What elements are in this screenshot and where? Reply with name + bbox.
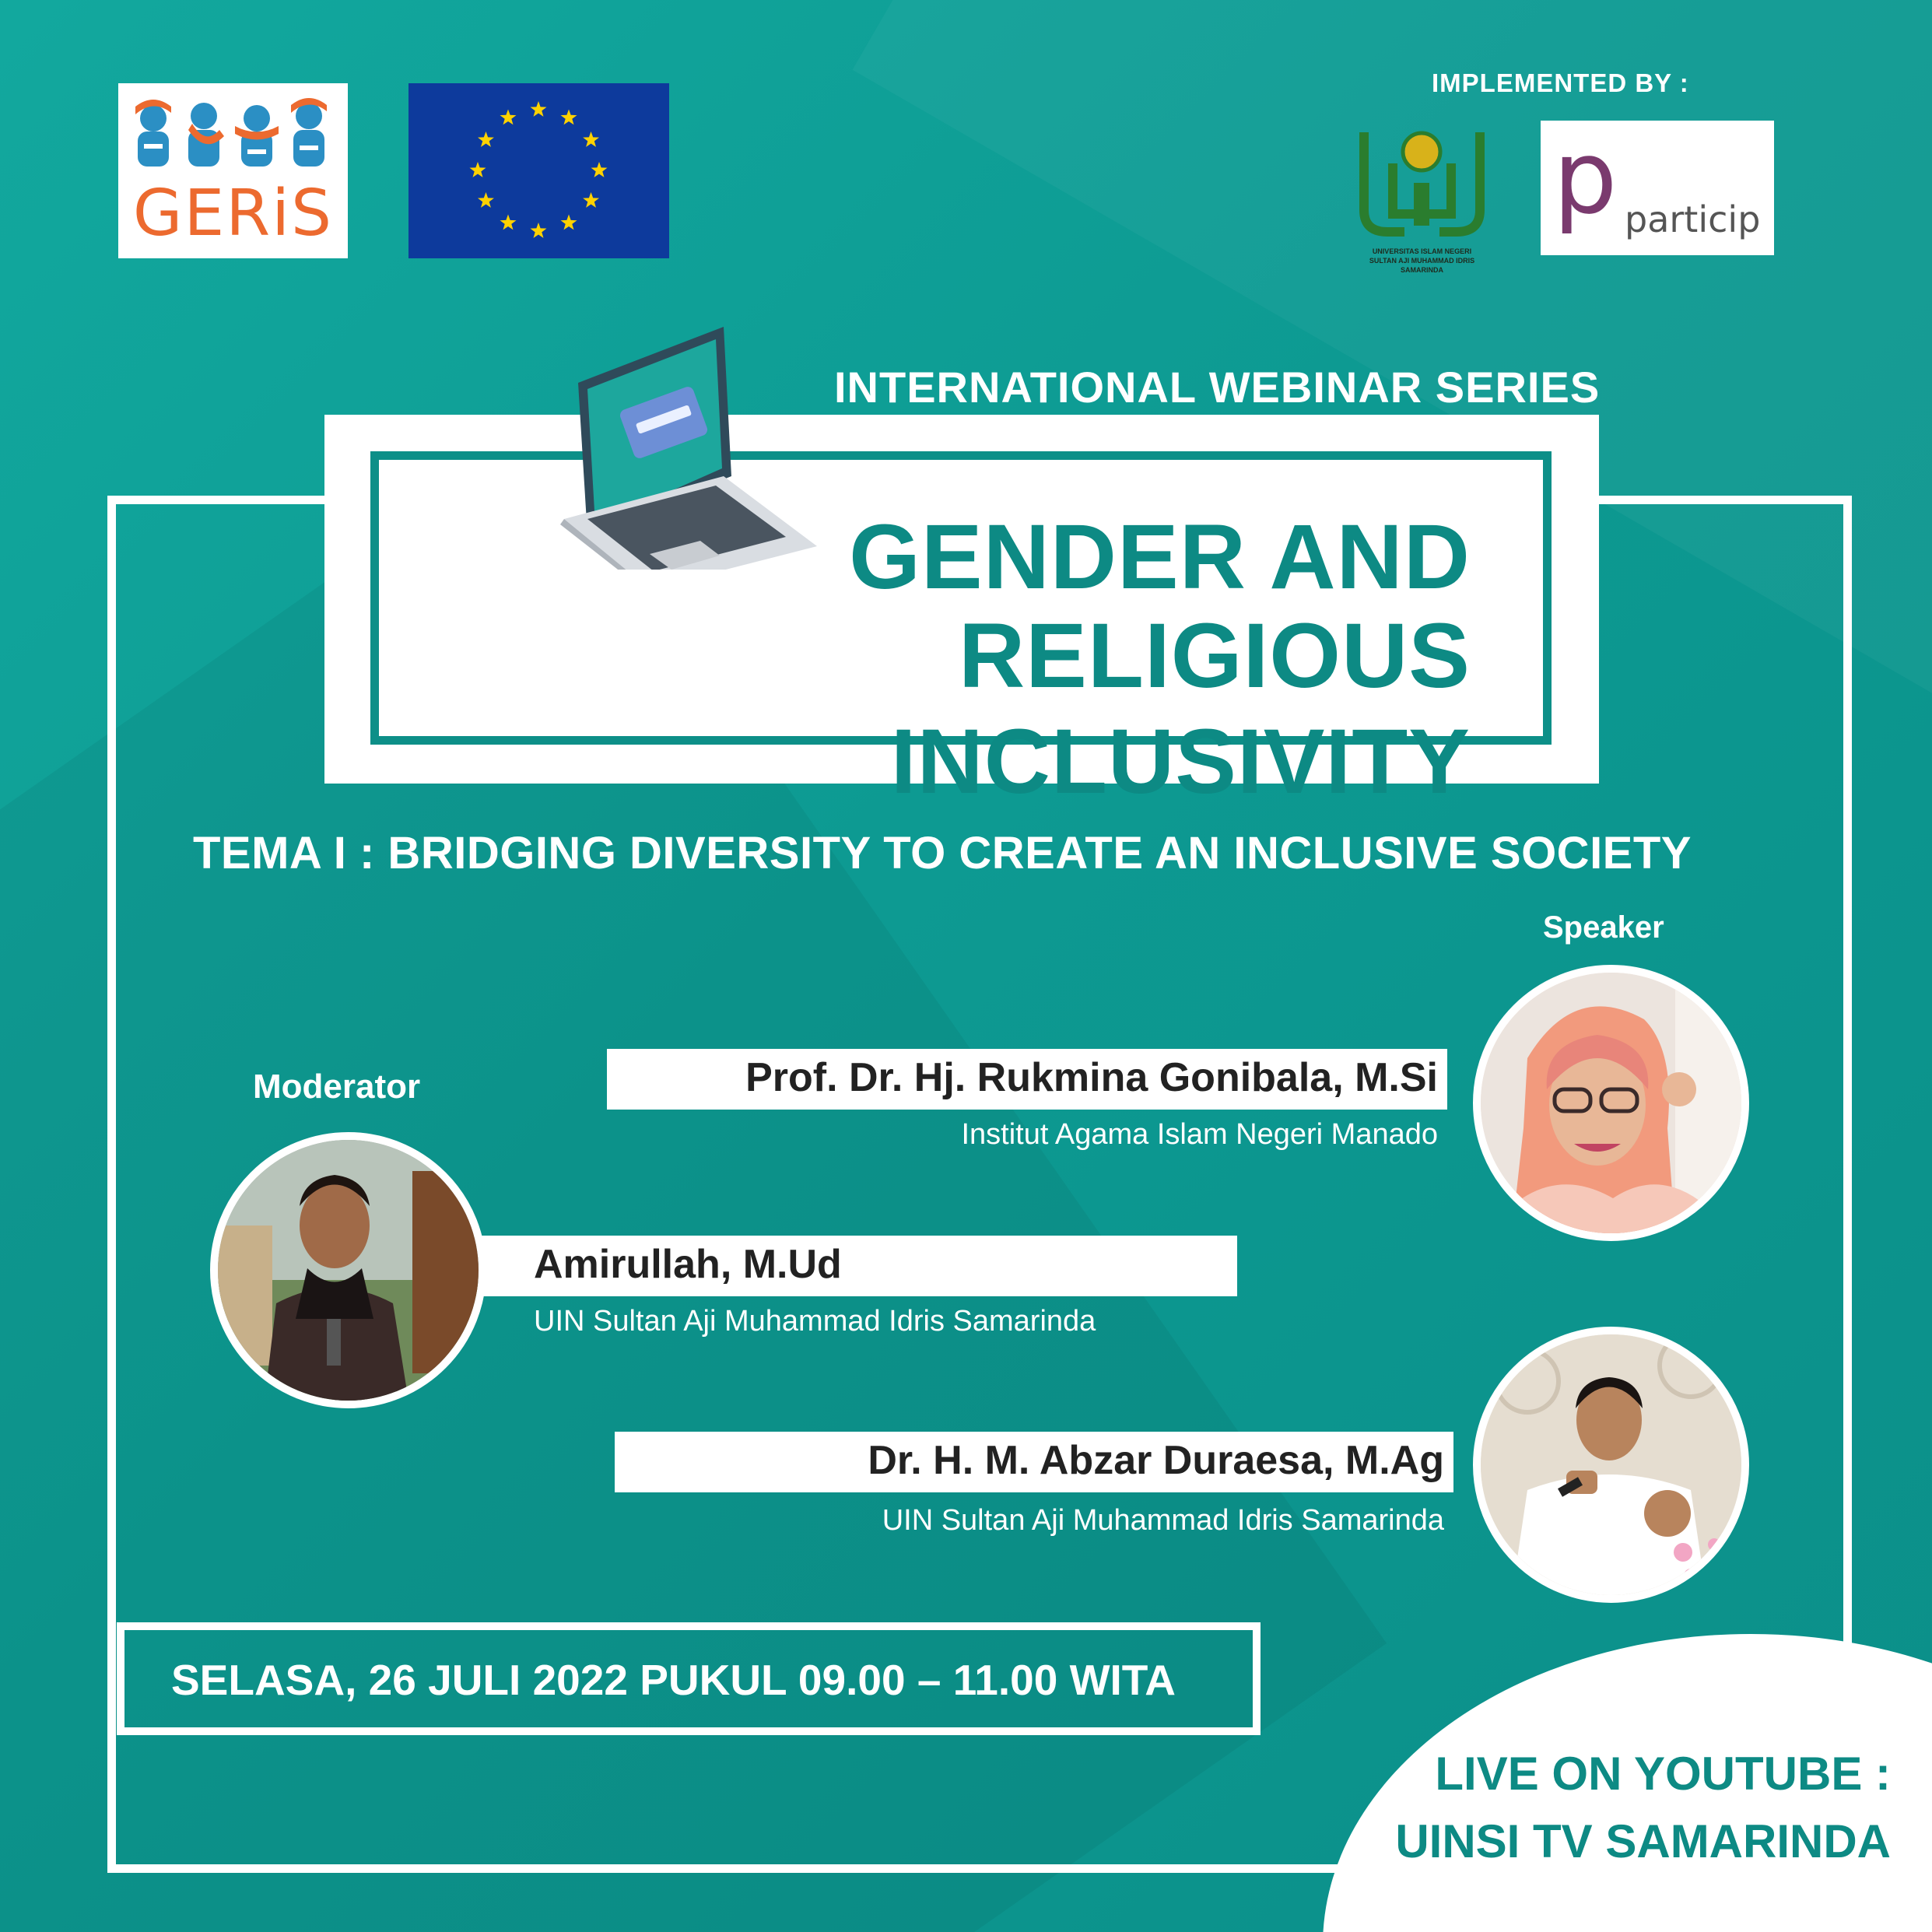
- eu-star-icon: [531, 223, 547, 238]
- speaker-label: Speaker: [1543, 910, 1664, 945]
- moderator-affiliation: UIN Sultan Aji Muhammad Idris Samarinda: [534, 1305, 1096, 1338]
- eu-stars-icon: [408, 83, 669, 258]
- speaker-1-affiliation: Institut Agama Islam Negeri Manado: [961, 1118, 1438, 1151]
- eu-star-icon: [561, 110, 577, 125]
- geris-logo: [118, 83, 348, 258]
- speaker-1-photo: [1473, 965, 1749, 1241]
- uinsi-logo: [1342, 117, 1502, 284]
- speaker-2-photo: [1473, 1327, 1749, 1603]
- eu-star-icon: [500, 215, 517, 230]
- series-title: INTERNATIONAL WEBINAR SERIES: [834, 363, 1601, 412]
- geris-people-icon: [118, 83, 348, 184]
- uinsi-caption-line2: SULTAN AJI MUHAMMAD IDRIS: [1369, 257, 1475, 265]
- eu-star-icon: [561, 215, 577, 230]
- eu-star-icon: [531, 101, 547, 117]
- laptop-icon: [556, 321, 821, 570]
- uinsi-caption-line1: UNIVERSITAS ISLAM NEGERI: [1372, 247, 1472, 255]
- eu-star-icon: [500, 110, 517, 125]
- live-channel-name: UINSI TV SAMARINDA: [1395, 1815, 1891, 1867]
- speaker-1-portrait-icon: [1481, 973, 1741, 1233]
- live-youtube-label: LIVE ON YOUTUBE :: [1435, 1748, 1891, 1800]
- eu-star-icon: [591, 162, 608, 177]
- particip-logo: [1541, 118, 1774, 255]
- eu-star-icon: [470, 162, 486, 177]
- moderator-name: Amirullah, M.Ud: [534, 1242, 842, 1287]
- geris-wordmark: GERiS: [132, 177, 334, 251]
- eu-star-icon: [583, 192, 599, 208]
- uinsi-caption-line3: SAMARINDA: [1401, 266, 1443, 274]
- moderator-portrait-icon: [218, 1140, 479, 1401]
- main-title-line2: RELIGIOUS INCLUSIVITY: [890, 605, 1471, 813]
- theme-title: TEMA I : BRIDGING DIVERSITY TO CREATE AN INCLUSIVE SOCIETY: [193, 828, 1692, 878]
- speaker-2-portrait-icon: [1481, 1334, 1741, 1595]
- particip-wordmark: particip: [1625, 198, 1761, 240]
- main-title-line1: GENDER AND: [849, 506, 1471, 608]
- moderator-photo: [210, 1132, 486, 1408]
- speaker-1-name: Prof. Dr. Hj. Rukmina Gonibala, M.Si: [745, 1055, 1438, 1100]
- eu-flag-logo: [408, 83, 669, 258]
- eu-star-icon: [478, 192, 494, 208]
- speaker-2-name: Dr. H. M. Abzar Duraesa, M.Ag: [868, 1438, 1444, 1483]
- eu-star-icon: [583, 131, 599, 147]
- implemented-by-label: IMPLEMENTED BY :: [1432, 68, 1689, 97]
- eu-star-icon: [478, 131, 494, 147]
- uinsi-emblem-icon: [1342, 117, 1502, 245]
- moderator-label: Moderator: [253, 1068, 421, 1106]
- schedule-text: SELASA, 26 JULI 2022 PUKUL 09.00 – 11.00 WITA: [171, 1656, 1176, 1704]
- speaker-2-affiliation: UIN Sultan Aji Muhammad Idris Samarinda: [882, 1504, 1444, 1537]
- particip-p-icon: p: [1553, 118, 1618, 237]
